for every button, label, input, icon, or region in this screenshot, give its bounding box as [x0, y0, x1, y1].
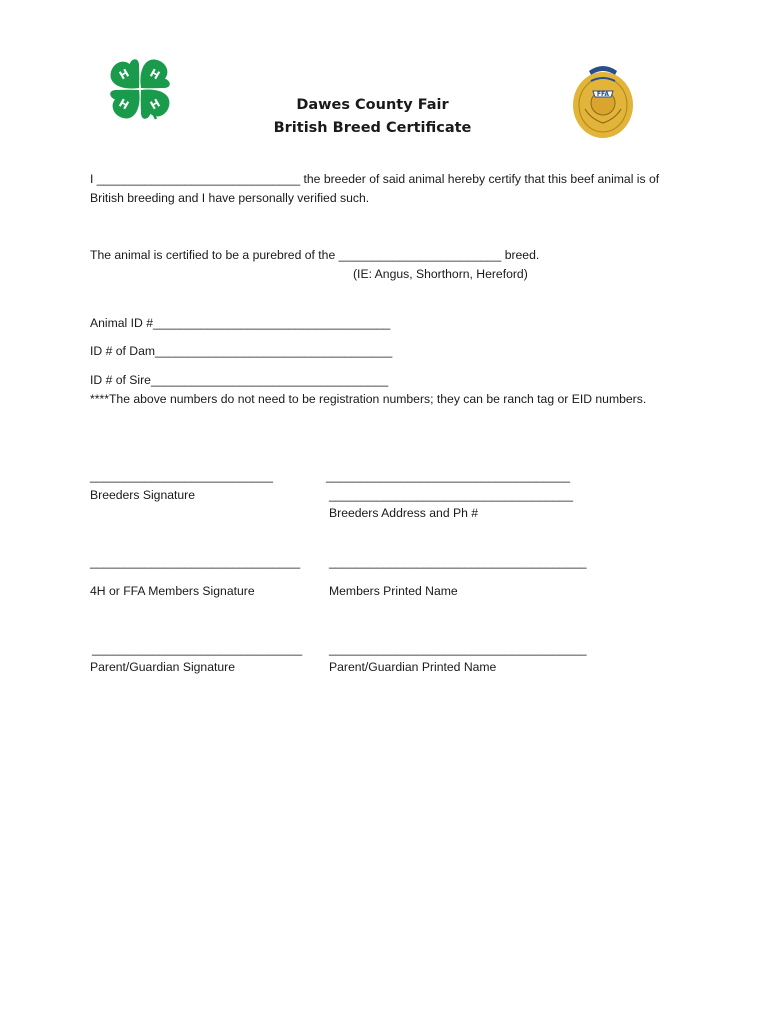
page-title: Dawes County Fair	[296, 97, 449, 113]
parent-name-line: ______________________________________	[329, 642, 587, 656]
member-signature-label: 4H or FFA Members Signature	[90, 584, 255, 598]
id-note: ****The above numbers do not need to be registration numbers; they can be ranch tag or EID numbers.	[90, 392, 647, 406]
dam-id-field: ID # of Dam___________________________________	[90, 344, 393, 358]
parent-signature-line: _______________________________	[92, 642, 303, 656]
breeder-address-line-2: ____________________________________	[329, 488, 574, 502]
certify-line-1: I ______________________________ the breeder of said animal hereby certify that this beef animal is of	[90, 172, 660, 186]
member-signature-line: _______________________________	[90, 555, 301, 569]
breeder-signature-line: ___________________________	[90, 469, 274, 483]
breeder-address-label: Breeders Address and Ph #	[329, 506, 479, 520]
title-block	[0, 94, 745, 140]
page-subtitle: British Breed Certificate	[273, 120, 472, 136]
clover-letter-h: H	[147, 66, 162, 83]
purebred-line: The animal is certified to be a purebred of the ________________________ breed.	[90, 248, 540, 262]
member-name-line: ______________________________________	[329, 555, 587, 569]
clover-letter-h: H	[117, 66, 132, 83]
clover-letter-h: H	[148, 96, 163, 113]
breeder-signature-label: Breeders Signature	[90, 488, 196, 502]
sire-id-field: ID # of Sire___________________________________	[90, 373, 389, 387]
certify-line-2: British breeding and I have personally verified such.	[90, 191, 370, 205]
clover-letter-h: H	[116, 96, 131, 113]
animal-id-field: Animal ID #___________________________________	[90, 316, 391, 330]
breed-examples: (IE: Angus, Shorthorn, Hereford)	[353, 267, 528, 281]
ffa-emblem-letters: FFA	[596, 91, 610, 98]
parent-signature-label: Parent/Guardian Signature	[90, 660, 235, 674]
member-name-label: Members Printed Name	[329, 584, 458, 598]
breeder-address-line-1: ____________________________________	[326, 469, 571, 483]
parent-name-label: Parent/Guardian Printed Name	[329, 660, 497, 674]
